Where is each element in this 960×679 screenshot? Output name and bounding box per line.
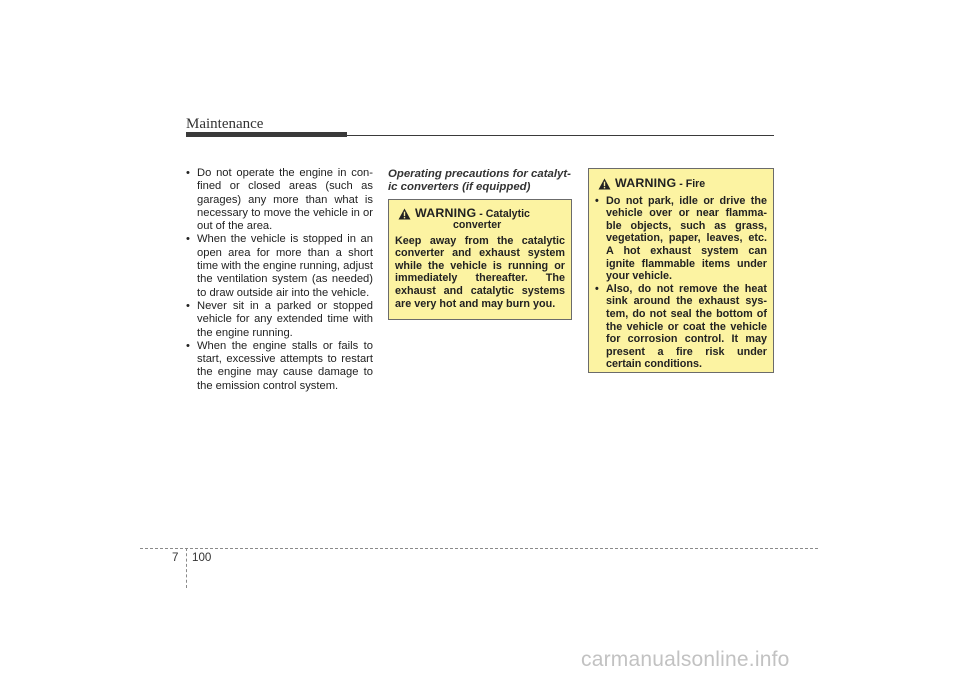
footer-divider xyxy=(140,548,818,549)
warning-box-catalytic xyxy=(388,199,572,320)
warning-label: WARNING xyxy=(615,176,677,190)
bullet-icon: • xyxy=(186,339,190,352)
list-item: • Also, do not remove the heat sink around the exhaust sys-tem, do not seal the bottom of the vehicle or coat the vehicle for corrosion control. It may present a fire risk under certain conditions. xyxy=(595,282,767,371)
bullet-icon: • xyxy=(595,282,599,295)
precaution-list xyxy=(186,167,373,393)
bullet-icon: • xyxy=(186,233,190,246)
chapter-number: 7 xyxy=(172,551,179,564)
fire-warning-list xyxy=(595,195,767,371)
footer-vertical-divider xyxy=(186,548,187,588)
bullet-icon: • xyxy=(186,299,190,312)
watermark: carmanualsonline.info xyxy=(581,648,790,671)
header-rule-thin xyxy=(347,135,774,136)
warning-subtitle-cont: converter xyxy=(453,218,502,231)
list-item: • When the engine stalls or fails to start, excessive attempts to restart the engine may cause damage to the emission control system. xyxy=(186,339,373,392)
bullet-icon: • xyxy=(595,194,599,207)
list-item: • Do not park, idle or drive the vehicle over or near flamma-ble objects, such as grass, vegetation, paper, leaves, etc. A hot exhaust system can ignite flammable items under your vehicle. xyxy=(595,194,767,283)
header-rule-thick xyxy=(186,132,347,137)
warning-subtitle: - Catalytic xyxy=(479,208,530,220)
warning-subtitle: - Fire xyxy=(679,178,706,190)
warning-body: Keep away from the catalytic converter and exhaust system while the vehicle is running or immediately thereafter. The exhaust and catalytic systems are very hot and may burn you. xyxy=(395,234,565,310)
warning-triangle-icon xyxy=(398,208,411,220)
bullet-icon: • xyxy=(186,167,190,179)
warning-header xyxy=(595,177,767,191)
list-item: • Do not operate the engine in con-fined or closed areas (such as garages) any more than what is necessary to move the vehicle in or out of the area. xyxy=(186,167,373,233)
section-title: Maintenance xyxy=(186,116,264,132)
list-item: • Never sit in a parked or stopped vehicle for any extended time with the engine running. xyxy=(186,299,373,339)
page-number: 100 xyxy=(192,551,212,564)
warning-label: WARNING xyxy=(415,206,477,220)
warning-box-fire xyxy=(588,168,774,373)
list-item: • When the vehicle is stopped in an open area for more than a short time with the engine running, adjust the ventilation system (as needed) to draw outside air into the vehicle. xyxy=(186,233,374,299)
warning-triangle-icon xyxy=(598,178,611,190)
catalytic-subheading: Operating precautions for catalyt-ic converters (if equipped) xyxy=(388,168,571,194)
